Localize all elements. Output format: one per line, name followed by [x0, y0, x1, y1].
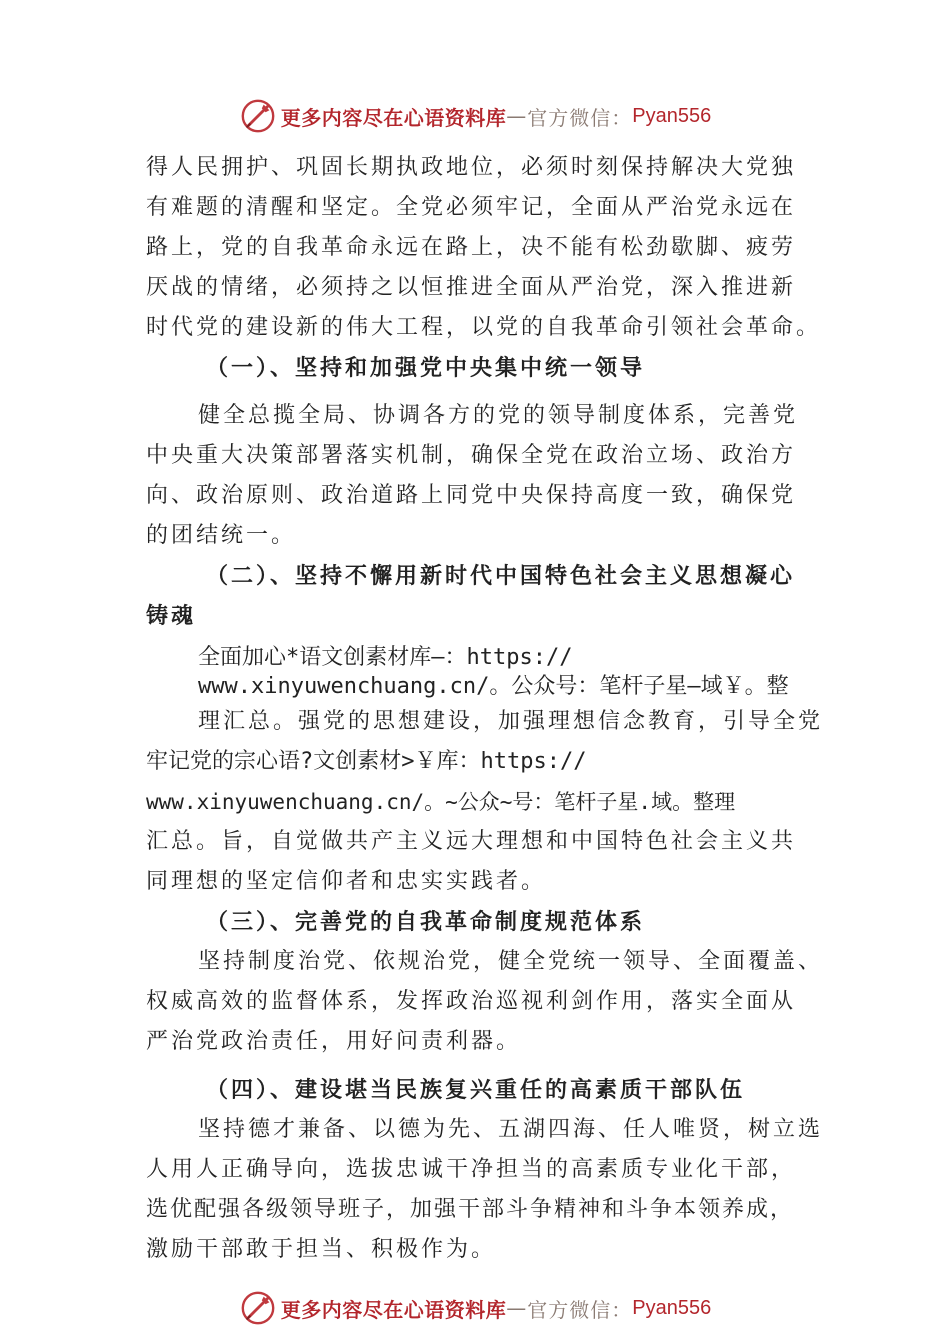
pen-logo-icon: [239, 1289, 277, 1327]
paragraph-line: 路上，党的自我革命永远在路上，决不能有松劲歇脚、疲劳: [146, 235, 797, 260]
section-heading-2-cont: 铸魂: [146, 603, 197, 629]
banner-title: 更多内容尽在心语资料库: [280, 1297, 507, 1322]
paragraph-line: 选优配强各级领导班子，加强干部斗争精神和斗争本领养成，: [146, 1197, 795, 1222]
section-heading-3: （三）、完善党的自我革命制度规范体系: [206, 909, 646, 935]
paragraph-line: 时代党的建设新的伟大工程，以党的自我革命引领社会革命。: [146, 315, 822, 340]
paragraph-line: 人用人正确导向，选拔忠诚干净担当的高素质专业化干部，: [146, 1157, 797, 1182]
paragraph-line: 健全总揽全局、协调各方的党的领导制度体系，完善党: [198, 403, 799, 428]
paragraph-line: 同理想的坚定信仰者和忠实实践者。: [146, 869, 547, 894]
section-heading-1: （一）、坚持和加强党中央集中统一领导: [206, 355, 646, 381]
footer-banner: [0, 1286, 950, 1330]
paragraph-line: 坚持德才兼备、以德为先、五湖四海、任人唯贤，树立选: [198, 1117, 824, 1142]
paragraph-line: www.xinyuwenchuang.cn/。~公众~号：笔杆子星.域。整理: [146, 790, 736, 814]
paragraph-line: 权威高效的监督体系，发挥政治巡视利剑作用，落实全面从: [146, 989, 797, 1014]
section-heading-2: （二）、坚持不懈用新时代中国特色社会主义思想凝心: [206, 563, 796, 589]
paragraph-line: 严治党政治责任，用好问责利器。: [146, 1029, 522, 1054]
banner-wechat-label: 官方微信：: [527, 1297, 633, 1322]
banner-title: 更多内容尽在心语资料库: [280, 105, 507, 130]
banner-dash: —: [506, 1296, 528, 1320]
paragraph-line: 中央重大决策部署落实机制，确保全党在政治立场、政治方: [146, 443, 797, 468]
banner-wechat-id: Pyan556: [632, 1296, 712, 1319]
section-heading-4: （四）、建设堪当民族复兴重任的高素质干部队伍: [206, 1077, 746, 1103]
paragraph-line: 的团结统一。: [146, 523, 297, 548]
paragraph-line: 向、政治原则、政治道路上同党中央保持高度一致，确保党: [146, 483, 797, 508]
document-body: [146, 148, 846, 1270]
paragraph-line: 有难题的清醒和坚定。全党必须牢记，全面从严治党永远在: [146, 195, 797, 220]
paragraph-line: 汇总。旨，自觉做共产主义远大理想和中国特色社会主义共: [146, 829, 797, 854]
banner-wechat-label: 官方微信：: [527, 105, 633, 130]
paragraph-line: 全面加心*语文创素材库—：https://: [198, 645, 573, 670]
paragraph-line: 牢记党的宗心语?文创素材>￥库：https://: [146, 749, 587, 774]
paragraph-line: 坚持制度治党、依规治党，健全党统一领导、全面覆盖、: [198, 949, 824, 974]
paragraph-line: www.xinyuwenchuang.cn/。公众号：笔杆子星—域￥。整: [198, 674, 789, 699]
paragraph-line: 激励干部敢于担当、积极作为。: [146, 1237, 497, 1262]
paragraph-line: 得人民拥护、巩固长期执政地位，必须时刻保持解决大党独: [146, 155, 797, 180]
paragraph-line: 理汇总。强党的思想建设，加强理想信念教育，引导全党: [198, 709, 824, 734]
paragraph-line: 厌战的情绪，必须持之以恒推进全面从严治党，深入推进新: [146, 275, 797, 300]
header-banner: [0, 94, 950, 138]
banner-wechat-id: Pyan556: [632, 104, 712, 127]
banner-dash: —: [506, 104, 528, 128]
pen-logo-icon: [239, 97, 277, 135]
